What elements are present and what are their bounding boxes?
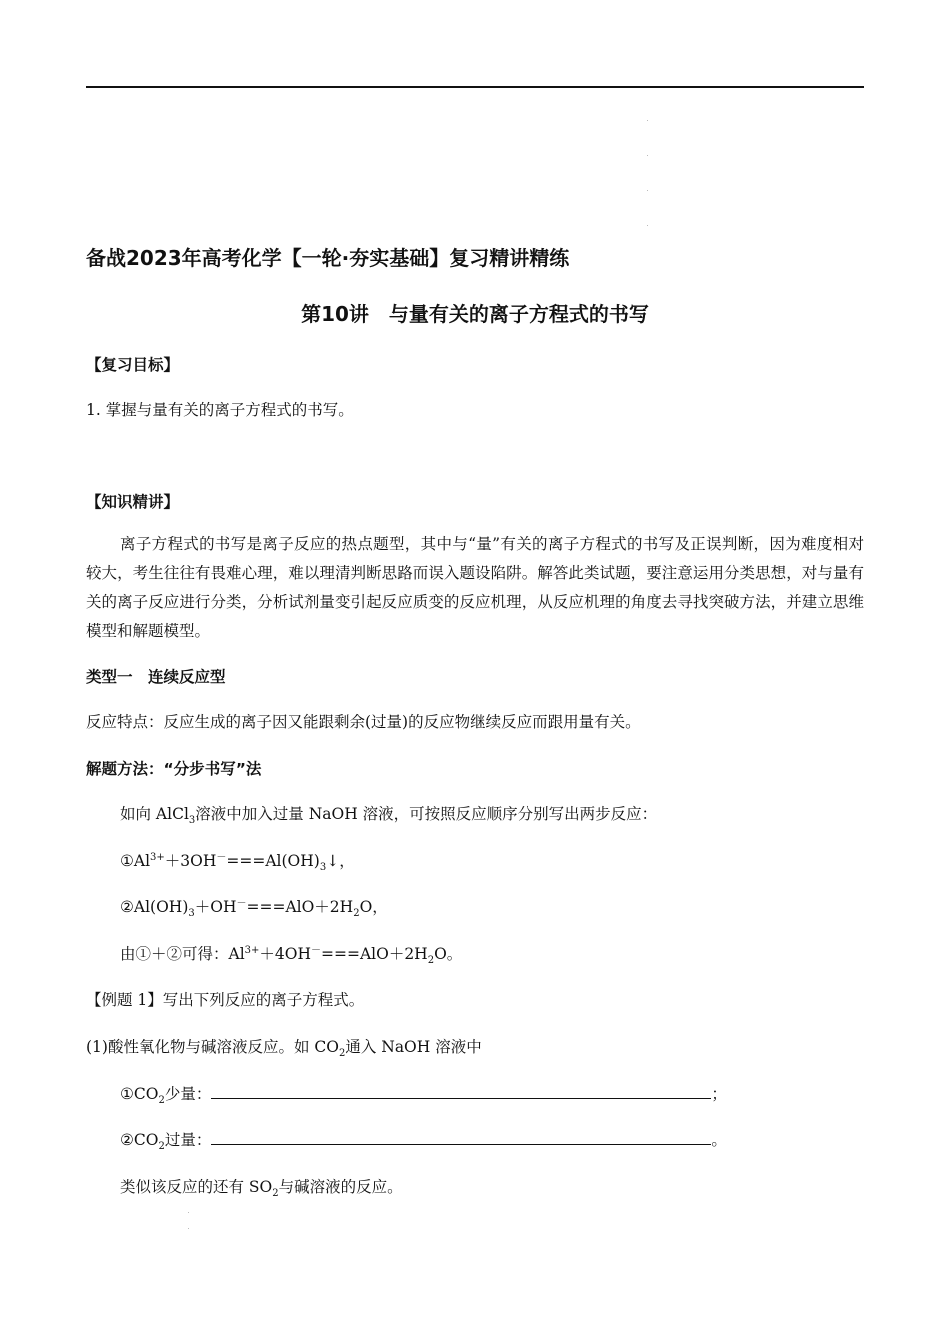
lecture-subtitle: 第10讲 与量有关的离子方程式的书写 bbox=[301, 302, 649, 326]
artifact-dot bbox=[188, 1212, 189, 1213]
answer-line[interactable] bbox=[211, 1084, 711, 1099]
artifact-dot bbox=[188, 1228, 189, 1229]
answer-blank-co2-small[interactable]: $①CO_2$少量： ； bbox=[120, 1085, 727, 1107]
equation-combined: 由①＋②可得：$Al^{3+}+4OH^-===AlO+2H_2O$。 bbox=[120, 944, 463, 967]
example1-note: 类似该反应的还有 $SO_2$与碱溶液的反应。 bbox=[120, 1178, 403, 1200]
goals-heading: 【复习目标】 bbox=[86, 356, 180, 374]
type1-method: 解题方法：“分步书写”法 bbox=[86, 760, 262, 778]
type1-feature: 反应特点：反应生成的离子因又能跟剩余(过量)的反应物继续反应而跟用量有关。 bbox=[86, 713, 641, 731]
knowledge-heading: 【知识精讲】 bbox=[86, 493, 180, 511]
artifact-dot bbox=[647, 225, 648, 226]
equation-step1: $①Al^{3+}+3OH^-===Al(OH)_3↓$， bbox=[120, 851, 355, 874]
knowledge-paragraph: 离子方程式的书写是离子反应的热点题型，其中与“量”有关的离子方程式的书写及正误判断，因为难度相对较大，考生往往有畏难心理，难以理清判断思路而误入题设陷阱。解答此类试题，要注意运用分类思想，对与量有关的离子反应进行分类，分析试剂量变引起反应质变的反应机理，从反应机理的角度去寻找突破方法，并建立思维模型和解题模型。 bbox=[86, 535, 864, 640]
equation-step2: $②Al(OH)_3+OH^-===AlO+2H_2O$， bbox=[120, 897, 388, 920]
example1-question1: (1)酸性氧化物与碱溶液反应。如 $CO_2$通入 NaOH 溶液中 bbox=[86, 1038, 482, 1060]
artifact-dot bbox=[647, 190, 648, 191]
goal-item: 1. 掌握与量有关的离子方程式的书写。 bbox=[86, 401, 354, 419]
answer-line[interactable] bbox=[211, 1130, 711, 1145]
document-title: 备战2023年高考化学【一轮·夯实基础】复习精讲精练 bbox=[86, 246, 570, 270]
artifact-dot bbox=[647, 120, 648, 121]
artifact-dot bbox=[647, 155, 648, 156]
header-rule bbox=[86, 86, 864, 88]
type1-heading: 类型一 连续反应型 bbox=[86, 668, 226, 686]
answer-blank-co2-excess[interactable]: $②CO_2$过量： 。 bbox=[120, 1131, 727, 1153]
type1-intro: 如向 AlCl$_3$溶液中加入过量 NaOH 溶液，可按照反应顺序分别写出两步反应： bbox=[120, 805, 658, 827]
example1-heading: 【例题 1】写出下列反应的离子方程式。 bbox=[86, 991, 365, 1009]
